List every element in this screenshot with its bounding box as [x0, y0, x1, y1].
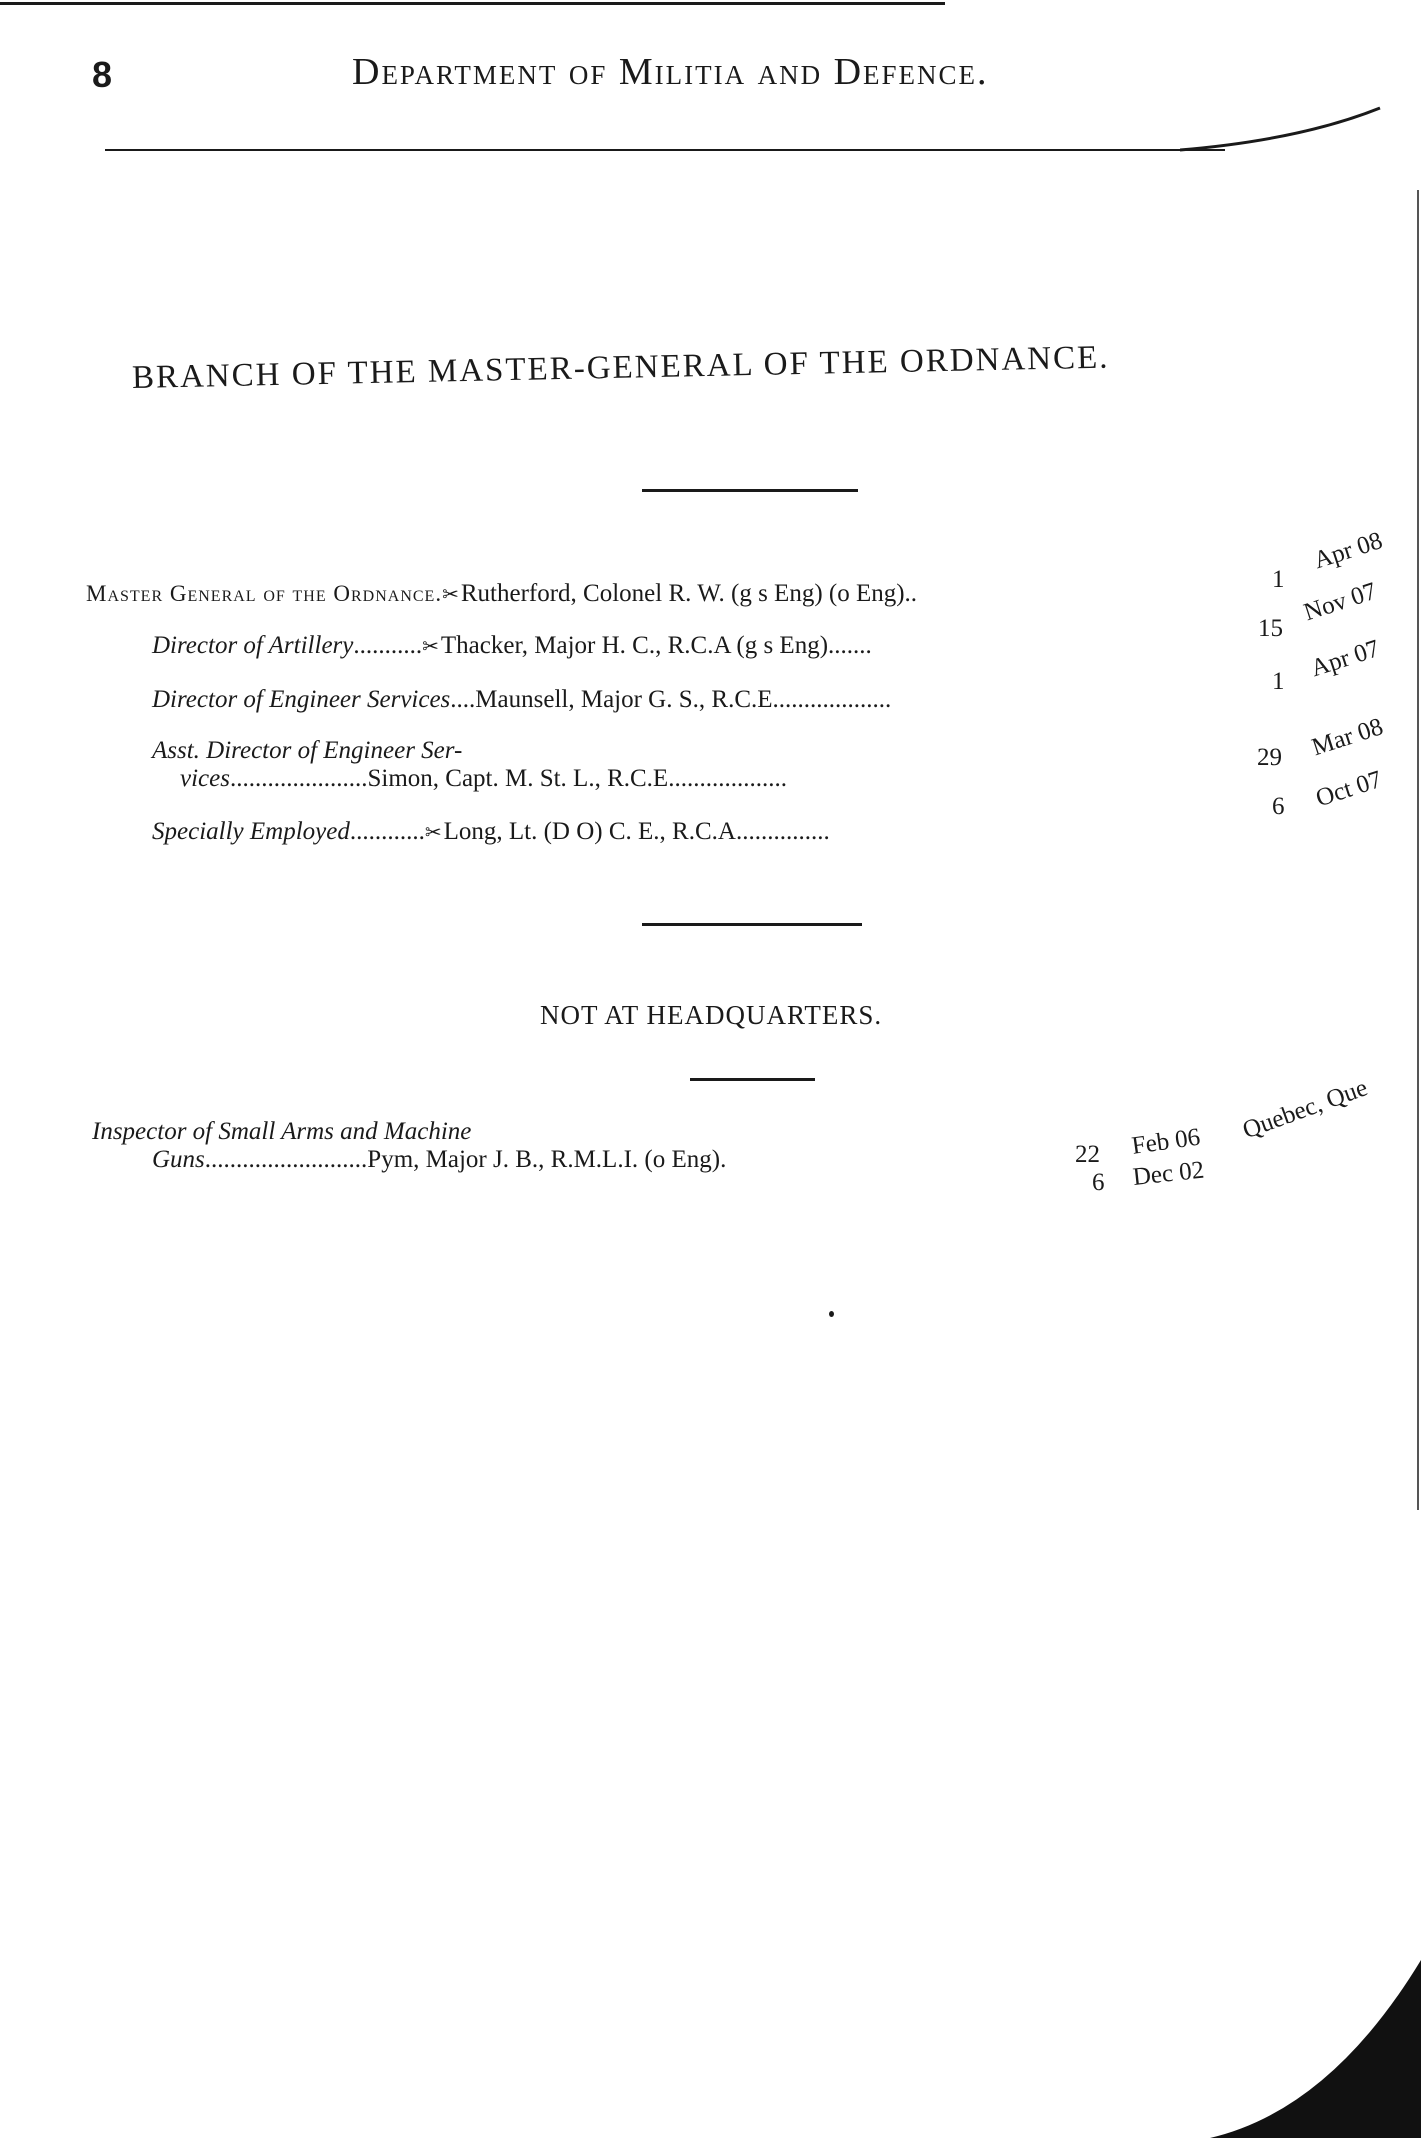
appointment-day: 6 [1272, 793, 1285, 820]
appointment-month-year: Mar 08 [1308, 713, 1387, 762]
entry-row [152, 632, 872, 660]
second-date-day: 6 [1092, 1169, 1105, 1196]
officer-name: Long, Lt. (D O) C. E., R.C.A............... [443, 818, 830, 845]
leader-dots: ...................... [229, 765, 368, 792]
leader-dots: .......................... [204, 1146, 368, 1173]
officer-name: Maunsell, Major G. S., R.C.E................... [475, 686, 892, 713]
appointment-month-year: Feb 06 [1130, 1123, 1202, 1160]
entry-row [152, 686, 891, 714]
section-rule [642, 923, 862, 926]
leader-dots: ............ [349, 818, 425, 845]
appointment-month-year: Nov 07 [1300, 577, 1380, 627]
page-edge-shadow [1210, 1960, 1421, 2138]
appointment-month-year: Apr 07 [1307, 635, 1383, 683]
officer-name: Thacker, Major H. C., R.C.A (g s Eng)....... [440, 632, 872, 659]
entry-row [86, 580, 917, 608]
office-title: Specially Employed [152, 818, 350, 845]
office-title: Director of Engineer Services [152, 686, 451, 713]
station-location: Quebec, Que [1239, 1074, 1372, 1145]
running-title: Department of Militia and Defence. [352, 51, 989, 93]
appointment-day: 22 [1075, 1141, 1100, 1168]
office-title: vices [180, 765, 230, 792]
appointment-month-year: Oct 07 [1312, 765, 1386, 813]
entry-row [152, 818, 830, 846]
entry-row [180, 765, 787, 793]
office-title-line1: Inspector of Small Arms and Machine [92, 1118, 472, 1145]
section-rule [642, 489, 858, 492]
header-rule-curl [1180, 100, 1400, 160]
appointment-month-year: Apr 08 [1310, 527, 1386, 575]
branch-title: BRANCH OF THE MASTER-GENERAL OF THE ORDNANCE. [131, 339, 1110, 396]
right-edge-line [1417, 190, 1419, 1510]
top-edge-rule [0, 2, 945, 5]
page-number: 8 [92, 54, 113, 95]
officer-name: Simon, Capt. M. St. L., R.C.E................... [367, 765, 787, 792]
appointment-day: 15 [1258, 615, 1283, 642]
appointment-day: 1 [1272, 566, 1285, 593]
section-rule [690, 1078, 815, 1081]
appointment-day: 1 [1272, 668, 1285, 695]
entry-row [152, 1146, 726, 1174]
officer-name: Pym, Major J. B., R.M.L.I. (o Eng). [367, 1146, 727, 1173]
office-title: Master General of the Ordnance. [86, 581, 443, 606]
header-rule [105, 149, 1225, 151]
officer-name: Rutherford, Colonel R. W. (g s Eng) (o Eng).. [460, 580, 918, 607]
ink-speck [829, 1311, 834, 1317]
scissors-icon: ✂ [422, 636, 439, 658]
leader-dots: ........... [353, 632, 423, 659]
leader-dots: .... [450, 686, 476, 713]
second-date-month-year: Dec 02 [1131, 1156, 1206, 1191]
not-at-hq-heading: NOT AT HEADQUARTERS. [540, 1000, 883, 1030]
office-title: Director of Artillery [152, 632, 354, 659]
office-title: Guns [152, 1146, 205, 1173]
scissors-icon: ✂ [424, 822, 442, 844]
office-title-line1: Asst. Director of Engineer Ser- [152, 737, 463, 764]
appointment-day: 29 [1257, 744, 1282, 771]
scissors-icon: ✂ [442, 584, 459, 606]
